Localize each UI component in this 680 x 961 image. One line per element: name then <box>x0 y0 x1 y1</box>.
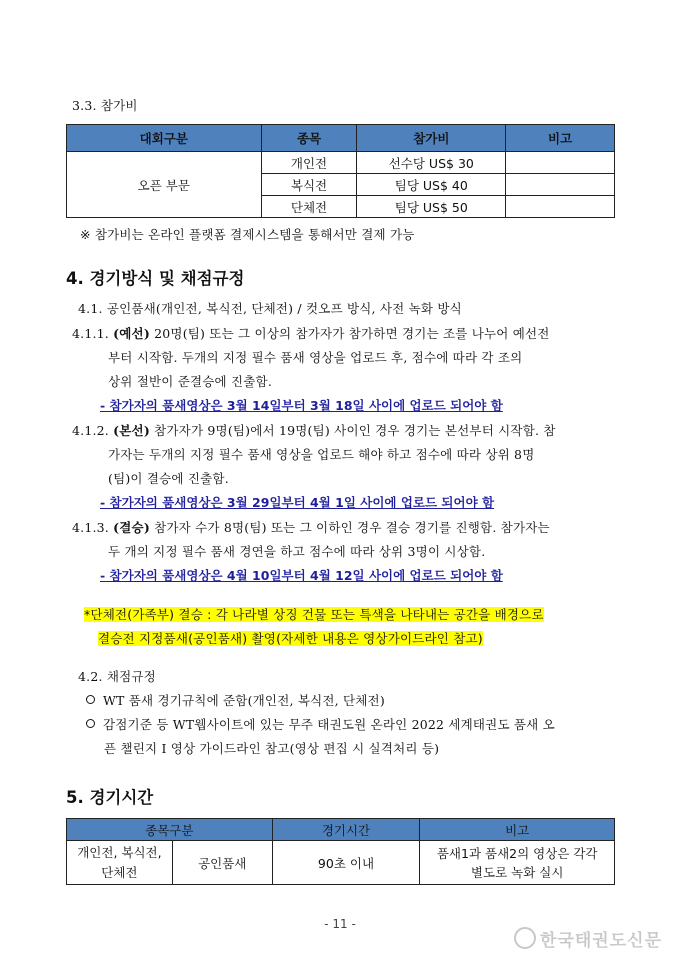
section-4-heading: 4. 경기방식 및 채점규정 <box>66 269 245 288</box>
section-4-1-1-lead: (예선) <box>113 326 150 341</box>
newspaper-logo-icon <box>514 927 536 949</box>
fee-event-cell: 복식전 <box>261 174 357 196</box>
circle-bullet-icon <box>86 719 95 728</box>
fee-table-header <box>67 125 615 152</box>
fee-note: ※ 참가비는 온라인 플랫폼 결제시스템을 통해서만 결제 가능 <box>80 227 415 242</box>
time-category-cell <box>67 841 173 885</box>
section-4-1-3-upload-note: - 참가자의 품새영상은 4월 10일부터 4월 12일 사이에 업로드 되어야 함 <box>100 568 503 583</box>
section-4-1-3-line1 <box>72 518 550 536</box>
section-4-1-1-line2: 부터 시작함. 두개의 지정 필수 품새 영상을 업로드 후, 점수에 따라 각 조의 <box>108 350 523 365</box>
fee-event-cell: 개인전 <box>261 152 357 174</box>
section-4-1-3-text1: 참가자 수가 8명(팀) 또는 그 이하인 경우 결승 경기를 진행함. 참가자는 <box>149 520 550 535</box>
scoring-bullet-1-text: WT 품새 경기규칙에 준함(개인전, 복식전, 단체전) <box>103 693 385 708</box>
table-row <box>67 841 615 885</box>
fee-amount-cell: 팀당 US$ 40 <box>357 174 506 196</box>
section-4-1-1-text1: 20명(팀) 또는 그 이상의 참가자가 참가하면 경기는 조를 나누어 예선전 <box>149 326 550 341</box>
fee-remark-cell <box>506 152 615 174</box>
time-remark-line2: 별도로 녹화 실시 <box>470 864 564 880</box>
time-remark-line1: 품새1과 품새2의 영상은 각각 <box>436 845 598 861</box>
section-4-1-2-line1 <box>72 421 556 439</box>
section-4-1-2-text1: 참가자가 9명(팀)에서 19명(팀) 사이인 경우 경기는 본선부터 시작함. 참 <box>149 423 556 438</box>
table-row <box>67 152 615 174</box>
time-subcategory-cell: 공인품새 <box>172 841 272 885</box>
fee-amount-cell: 선수당 US$ 30 <box>357 152 506 174</box>
time-category-line2: 단체전 <box>101 864 138 880</box>
section-4-1-2-number: 4.1.2. <box>72 423 109 438</box>
section-4-1-3-lead: (결승) <box>113 520 150 535</box>
scoring-bullet-2 <box>86 715 555 733</box>
fee-header-remark: 비고 <box>506 125 615 152</box>
team-final-note-highlight1: *단체전(가족부) 결승 : 각 나라별 상징 건물 또는 특색을 나타내는 공간을 배경으로 <box>84 607 544 622</box>
fee-table <box>66 124 615 218</box>
time-header-duration: 경기시간 <box>272 819 420 841</box>
section-3-3-heading: 3.3. 참가비 <box>72 98 138 113</box>
page-number: - 11 - <box>324 917 356 931</box>
fee-division-cell: 오픈 부문 <box>67 152 262 218</box>
section-4-2-heading: 4.2. 채점규정 <box>78 669 156 684</box>
time-remark-cell <box>420 841 615 885</box>
section-4-1-1-upload-note: - 참가자의 품새영상은 3월 14일부터 3월 18일 사이에 업로드 되어야 함 <box>100 398 503 413</box>
fee-event-cell: 단체전 <box>261 196 357 218</box>
section-4-1-2-line3: (팀)이 결승에 진출함. <box>108 471 229 486</box>
circle-bullet-icon <box>86 695 95 704</box>
section-4-1-2-upload-note: - 참가자의 품새영상은 3월 29일부터 4월 1일 사이에 업로드 되어야 함 <box>100 495 495 510</box>
section-4-1-1-line3: 상위 절반이 준결승에 진출함. <box>108 374 272 389</box>
time-category-line1: 개인전, 복식전, <box>77 844 162 860</box>
scoring-bullet-2-text1: 감점기준 등 WT웹사이트에 있는 무주 태권도원 온라인 2022 세계태권도 품새 오 <box>103 717 555 732</box>
time-header-remark: 비고 <box>420 819 615 841</box>
section-4-1-2-lead: (본선) <box>113 423 150 438</box>
time-header-category: 종목구분 <box>67 819 273 841</box>
section-4-1-3-line2: 두 개의 지정 필수 품새 경연을 하고 점수에 따라 상위 3명이 시상함. <box>108 544 486 559</box>
section-5-heading: 5. 경기시간 <box>66 788 154 807</box>
scoring-bullet-1 <box>86 691 385 709</box>
fee-amount-cell: 팀당 US$ 50 <box>357 196 506 218</box>
team-final-note-highlight2: 결승전 지정품새(공인품새) 촬영(자세한 내용은 영상가이드라인 참고) <box>98 631 483 646</box>
fee-header-division: 대회구분 <box>67 125 262 152</box>
fee-header-event: 종목 <box>261 125 357 152</box>
scoring-bullet-2-line2: 픈 챌린지 Ⅰ 영상 가이드라인 참고(영상 편집 시 실격처리 등) <box>104 741 440 756</box>
fee-remark-cell <box>506 174 615 196</box>
section-4-1-1-line1 <box>72 324 550 342</box>
section-4-1-text: 4.1. 공인품새(개인전, 복식전, 단체전) / 컷오프 방식, 사전 녹화 방식 <box>78 301 462 316</box>
time-table-header <box>67 819 615 841</box>
time-duration-cell: 90초 이내 <box>272 841 420 885</box>
section-4-1-1-number: 4.1.1. <box>72 326 109 341</box>
section-4-1-3-number: 4.1.3. <box>72 520 109 535</box>
watermark-logo <box>514 926 662 951</box>
watermark-text: 한국태권도신문 <box>540 931 662 951</box>
time-table <box>66 818 615 885</box>
fee-header-fee: 참가비 <box>357 125 506 152</box>
section-4-1-2-line2: 가자는 두개의 지정 필수 품새 영상을 업로드 해야 하고 점수에 따라 상위 8명 <box>108 447 535 462</box>
fee-remark-cell <box>506 196 615 218</box>
team-final-note-line2 <box>98 629 483 647</box>
team-final-note-line1 <box>84 605 544 623</box>
